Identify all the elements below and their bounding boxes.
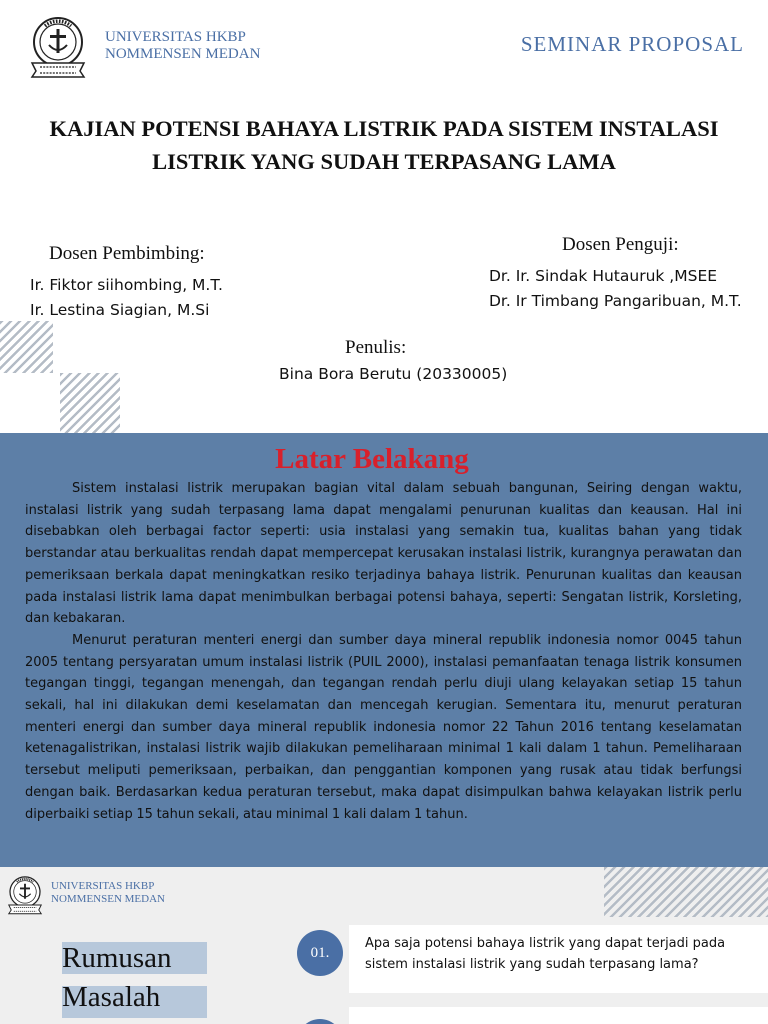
penguji-name-1: Dr. Ir. Sindak Hutauruk ,MSEE bbox=[489, 267, 718, 285]
decorative-stripes bbox=[0, 321, 53, 373]
title-slide bbox=[0, 0, 768, 433]
university-name-line1: UNIVERSITAS HKBP bbox=[51, 880, 155, 892]
problem-statement-slide bbox=[0, 867, 768, 1024]
pembimbing-name-2: Ir. Lestina Siagian, M.Si bbox=[30, 301, 210, 319]
penulis-name: Bina Bora Berutu (20330005) bbox=[279, 365, 508, 383]
thesis-title bbox=[20, 112, 748, 178]
item-number-badge bbox=[297, 1019, 343, 1024]
question-card bbox=[349, 925, 768, 993]
university-name-line2: NOMMENSEN MEDAN bbox=[105, 46, 261, 63]
question-card bbox=[349, 1007, 768, 1024]
penguji-name-2: Dr. Ir Timbang Pangaribuan, M.T. bbox=[489, 292, 742, 310]
penguji-label: Dosen Penguji: bbox=[562, 234, 679, 255]
item-number-badge: 01. bbox=[297, 930, 343, 976]
latar-belakang-heading: Latar Belakang bbox=[275, 443, 469, 475]
penulis-label: Penulis: bbox=[345, 337, 407, 358]
university-name-line2: NOMMENSEN MEDAN bbox=[51, 892, 165, 905]
pembimbing-name-1: Ir. Fiktor siihombing, M.T. bbox=[30, 276, 223, 294]
decorative-stripes bbox=[60, 373, 120, 433]
university-name-line1: UNIVERSITAS HKBP bbox=[105, 29, 246, 45]
thesis-title-line1: KAJIAN POTENSI BAHAYA LISTRIK PADA SISTEM INSTALASI bbox=[49, 116, 719, 141]
seminar-proposal-badge: SEMINAR PROPOSAL bbox=[520, 32, 744, 56]
paragraph: Menurut peraturan menteri energi dan sumber daya mineral republik indonesia nomor 0045 tahun 2005 tentang persyaratan umum instalasi listrik (PUIL 2000), instalasi pemanfaatan tenaga listrik konsumen tegangan tinggi, tegangan menengah, dan tegangan rendah perlu diuji ulang kelayakan setiap 15 tahun sekali, hal ini dilakukan demi keselamatan dan mencegah kerugian. Sementara itu, menurut peraturan menteri energi dan sumber daya mineral republik indonesia nomor 22 Tahun 2016 tentang keselamatan ketenagalistrikan, instalasi listrik wajib dilakukan pemeliharaan minimal 1 kali dalam 1 tahun. Pemeliharaan tersebut meliputi pemeriksaan, perbaikan, dan penggantian komponen yang rusak atau tidak berfungsi dengan baik. Berdasarkan kedua peraturan tersebut, maka dapat disimpulkan bahwa kelayakan listrik perlu diperbaiki setiap 15 tahun sekali, atau minimal 1 kali dalam 1 tahun. bbox=[25, 632, 742, 822]
rumusan-heading-line1: Rumusan bbox=[62, 942, 172, 974]
university-name bbox=[105, 29, 260, 64]
university-logo-icon bbox=[28, 15, 88, 79]
university-logo-icon bbox=[5, 875, 45, 915]
decorative-stripes bbox=[604, 867, 768, 917]
pembimbing-label: Dosen Pembimbing: bbox=[49, 243, 205, 264]
question-text: Apa saja potensi bahaya listrik yang dapat terjadi pada sistem instalasi listrik yang sudah terpasang lama? bbox=[365, 936, 726, 972]
university-name bbox=[51, 880, 165, 905]
paragraph: Sistem instalasi listrik merupakan bagian vital dalam sebuah bangunan, Seiring dengan waktu, instalasi listrik yang sudah terpasang lama dapat mengalami penurunan kualitas dan keausan. Hal ini disebabkan oleh berbagai factor seperti: usia instalasi yang semakin tua, kualitas bahan yang tidak berstandar atau berkualitas rendah dapat mempercepat kerusakan instalasi listrik, kurangnya perawatan dan pemeriksaan berkala dapat meningkatkan resiko terjadinya bahaya listrik. Penurunan kualitas dan keausan pada instalasi listrik lama dapat menimbulkan berbagai potensi bahaya, seperti: Sengatan listrik, Korsleting, dan kebakaran. bbox=[25, 481, 742, 627]
background-slide bbox=[0, 433, 768, 867]
latar-belakang-body bbox=[25, 478, 742, 825]
thesis-title-line2: LISTRIK YANG SUDAH TERPASANG LAMA bbox=[152, 149, 616, 174]
rumusan-heading-line2: Masalah bbox=[62, 981, 161, 1013]
